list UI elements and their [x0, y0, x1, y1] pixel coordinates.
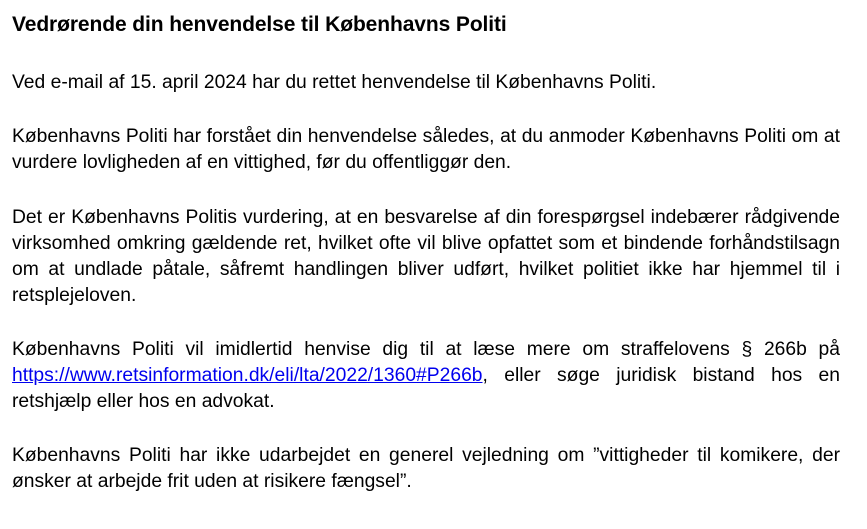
paragraph-referral: [12, 337, 840, 415]
retsinformation-link[interactable]: https://www.retsinformation.dk/eli/lta/2022/1360#P266b: [12, 365, 483, 386]
paragraph-email-reference: Ved e-mail af 15. april 2024 har du rettet henvendelse til Københavns Politi.: [12, 72, 657, 93]
letter-document: [12, 10, 840, 495]
paragraph-understanding: Københavns Politi har forstået din henvendelse således, at du anmoder Københavns Politi om at vurdere lovligheden af en vittighed, før du offentliggør den.: [12, 126, 840, 173]
paragraph-assessment: Det er Københavns Politis vurdering, at en besvarelse af din forespørgsel indebærer rådgivende virksomhed omkring gældende ret, hvilket ofte vil blive opfattet som et bindende forhåndstilsagn om at undlade påtale, såfremt handlingen bliver udført, hvilket politiet ikke har hjemmel til i retsplejeloven.: [12, 207, 840, 306]
referral-text-after-link: , eller søge juridisk bistand hos en retshjælp eller hos en advokat.: [12, 365, 840, 412]
document-title: Vedrørende din henvendelse til Københavns Politi: [12, 13, 507, 36]
paragraph-no-guidance: Københavns Politi har ikke udarbejdet en generel vejledning om ”vittigheder til komikere, der ønsker at arbejde frit uden at risikere fængsel”.: [12, 445, 840, 492]
referral-text-before-link: Københavns Politi vil imidlertid henvise dig til at læse mere om straffelovens § 266b på: [12, 339, 840, 360]
